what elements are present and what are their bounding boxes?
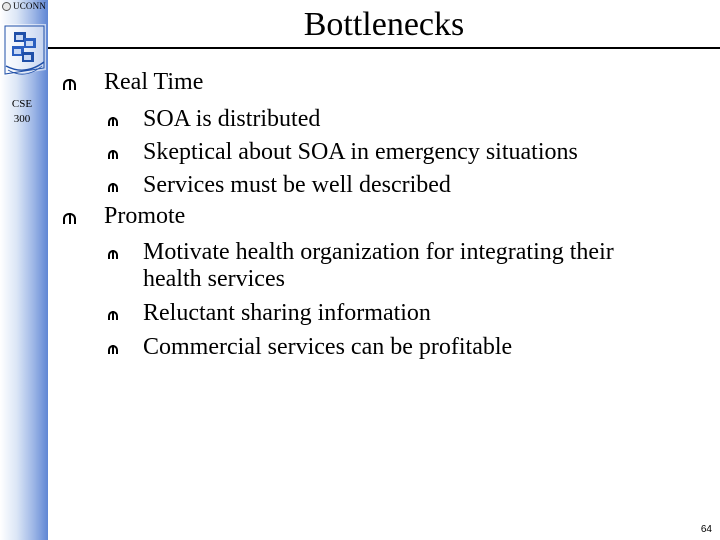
list-item-continuation: health services (143, 266, 285, 292)
sub-bullet-icon (108, 311, 118, 320)
page-number: 64 (700, 524, 712, 535)
course-number: 300 (13, 113, 31, 125)
list-item: SOA is distributed (143, 106, 321, 132)
list-item: Reluctant sharing information (143, 300, 431, 326)
institution-name: UCONN (13, 1, 47, 11)
list-item: Skeptical about SOA in emergency situations (143, 139, 578, 165)
sub-bullet-icon (108, 250, 118, 259)
sub-bullet-icon (108, 183, 118, 192)
bullet-icon (63, 213, 76, 224)
list-item: Services must be well described (143, 172, 451, 198)
bullet-icon (63, 79, 76, 90)
section-heading: Promote (104, 203, 186, 229)
list-item: Motivate health organization for integrating their (143, 239, 614, 265)
sub-bullet-icon (108, 117, 118, 126)
title-divider (48, 47, 720, 49)
course-label (0, 97, 44, 127)
uconn-header (2, 0, 46, 12)
slide-title: Bottlenecks (303, 6, 465, 43)
section-heading: Real Time (104, 69, 204, 95)
course-subject: CSE (11, 98, 33, 110)
department-logo-icon (0, 18, 50, 90)
list-item: Commercial services can be profitable (143, 334, 513, 360)
sub-bullet-icon (108, 345, 118, 354)
uconn-seal-icon (2, 2, 11, 11)
sub-bullet-icon (108, 150, 118, 159)
